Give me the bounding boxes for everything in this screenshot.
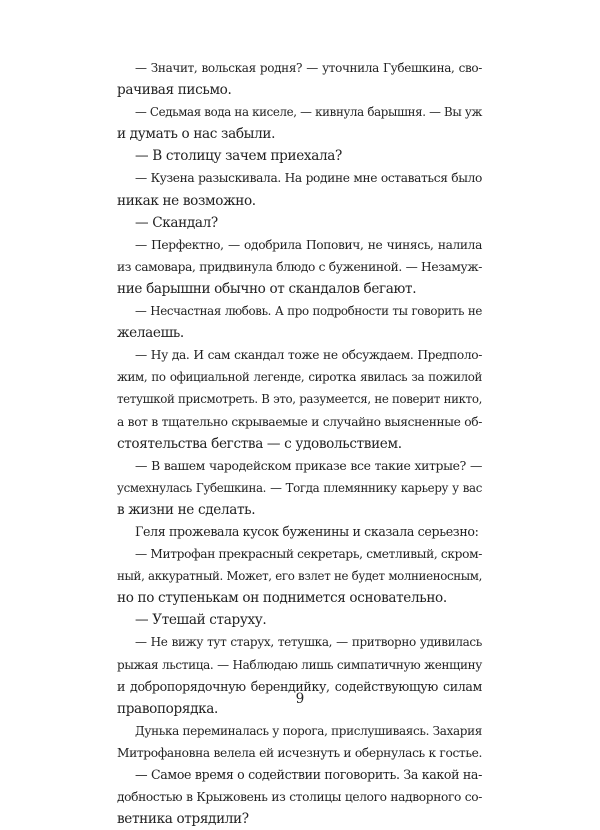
text-line: из самовара, придвинула блюдо с бужениной. — Незамуж- xyxy=(117,259,482,274)
text-line: — Скандал? xyxy=(135,214,218,231)
text-line: усмехнулась Губешкина. — Тогда племяннику карьеру у вас xyxy=(117,480,482,495)
text-line: никак не возможно. xyxy=(117,192,256,209)
text-line: Геля прожевала кусок буженины и сказала серьезно: xyxy=(135,523,479,539)
text-line: ние барышни обычно от скандалов бегают. xyxy=(117,280,417,297)
text-line: рыжая льстица. — Наблюдаю лишь симпатичную женщину xyxy=(117,657,482,672)
text-line: и добропорядочную берендийку, содействующую силам xyxy=(117,678,482,694)
text-line: Митрофановна велела ей исчезнуть и обернулась к гостье. xyxy=(117,745,482,760)
text-line: добностью в Крыжовень из столицы целого надворного со- xyxy=(117,790,482,805)
text-line: — Утешай старуху. xyxy=(135,612,267,629)
page-number: 9 xyxy=(295,691,305,707)
text-line: а вот в тщательно скрываемые и случайно выясненные об- xyxy=(117,414,482,429)
text-line: — Несчастная любовь. А про подробности ты говорить не xyxy=(135,304,482,319)
text-line: рачивая письмо. xyxy=(117,82,232,99)
text-line: — Самое время о содействии поговорить. За какой на- xyxy=(135,767,482,782)
text-line: — Митрофан прекрасный секретарь, сметливый, скром- xyxy=(135,547,482,562)
text-line: правопорядка. xyxy=(117,700,218,717)
text-line: — Ну да. И сам скандал тоже не обсуждаем. Предполо- xyxy=(135,348,482,363)
text-line: — В вашем чародейском приказе все такие хитрые? — xyxy=(135,457,482,473)
body-text xyxy=(117,57,482,830)
text-line: ный, аккуратный. Может, его взлет не будет молниеносным, xyxy=(117,569,482,584)
text-line: ветника отрядили? xyxy=(117,811,249,828)
text-line: — Перфектно, — одобрила Попович, не чинясь, налила xyxy=(135,237,482,252)
text-line: жим, по официальной легенде, сиротка явилась за пожилой xyxy=(117,370,482,385)
text-line: в жизни не сделать. xyxy=(117,501,256,518)
text-line: — Седьмая вода на киселе, — кивнула барышня. — Вы уж xyxy=(135,105,482,120)
text-line: — Значит, вольская родня? — уточнила Губешкина, сво- xyxy=(135,61,482,75)
text-line: и думать о нас забыли. xyxy=(117,126,276,143)
text-line: — Не вижу тут старух, тетушка, — притворно удивилась xyxy=(135,635,482,650)
text-line: Дунька переминалась у порога, прислушиваясь. Захария xyxy=(135,723,482,738)
text-line: тетушкой присмотреть. В это, разумеется, не поверит никто, xyxy=(117,392,482,407)
text-line: но по ступенькам он поднимется основательно. xyxy=(117,590,447,607)
text-line: — Кузена разыскивала. На родине мне оставаться было xyxy=(135,171,482,186)
text-line: желаешь. xyxy=(117,325,184,342)
text-line: — В столицу зачем приехала? xyxy=(135,148,342,165)
text-line: стоятельства бегства — с удовольствием. xyxy=(117,435,402,452)
